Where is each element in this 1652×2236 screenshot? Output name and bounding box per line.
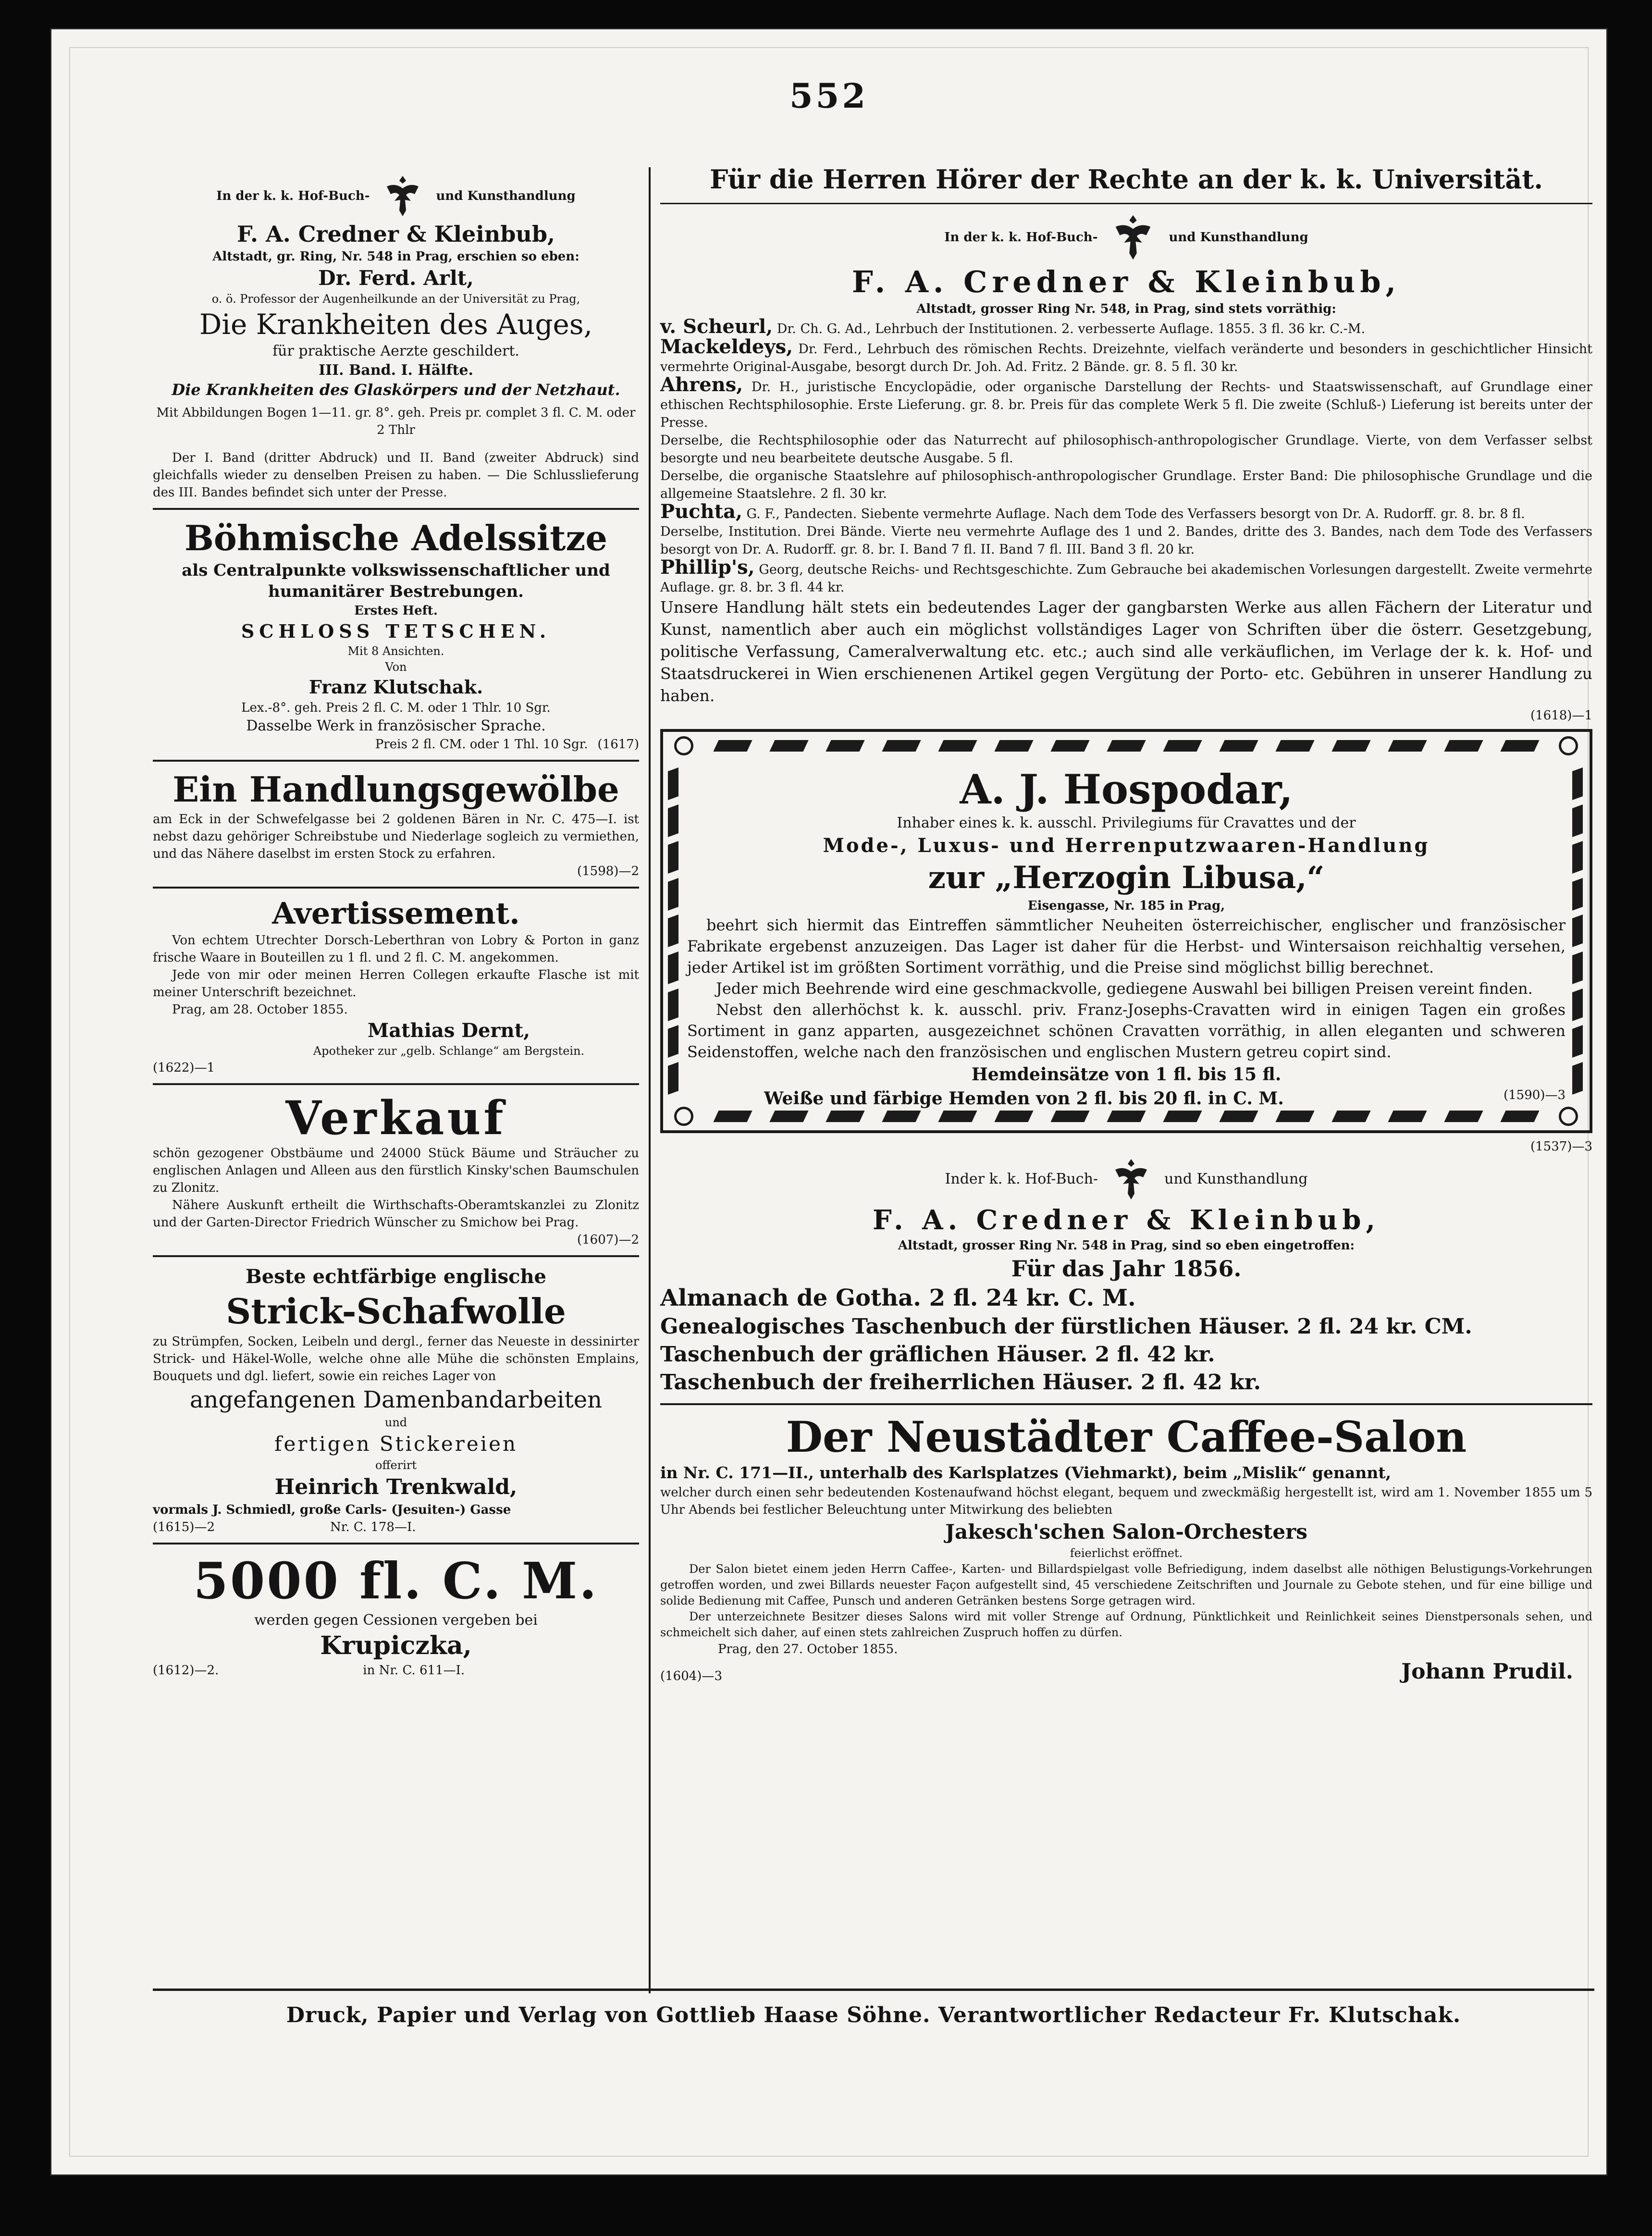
ad-title: Ein Handlungsgewölbe	[173, 769, 619, 810]
price-line	[153, 736, 639, 753]
offers: offerirt	[375, 1458, 417, 1472]
part-title: Die Krankheiten des Glaskörpers und der Netzhaut.	[172, 381, 620, 399]
firm-address: Altstadt, gr. Ring, Nr. 548 in Prag, erschien so eben:	[212, 249, 579, 264]
book-subtitle: für praktische Aerzte geschildert.	[272, 343, 519, 359]
bookshop-intro: Inder k. k. Hof-Buch- und Kunsthandlung	[660, 1155, 1592, 1203]
ad-ref: (1537)—3	[1530, 1139, 1592, 1154]
signer-role: Apotheker zur „gelb. Schlange“ am Bergstein.	[313, 1044, 585, 1058]
ad-ref: (1622)—1	[153, 1061, 215, 1075]
firm-name: F. A. Credner & Kleinbub,	[851, 264, 1401, 299]
author-title: o. ö. Professor der Augenheilkunde an der Universität zu Prag,	[211, 292, 580, 306]
ad-title: 5000 fl. C. M.	[193, 1551, 599, 1610]
price-line: Weiße und färbige Hemden von 2 fl. bis 20 fl. in C. M.	[764, 1088, 1284, 1109]
french-edition: Dasselbe Werk in französischer Sprache.	[246, 717, 546, 734]
ornament-border-bottom	[663, 1104, 1590, 1128]
ad-head: Beste echtfärbige englische	[246, 1265, 546, 1288]
bookshop-intro: In der k. k. Hof-Buch- und Kunsthandlung	[153, 172, 639, 220]
ad-text: schön gezogener Obstbäume und 24000 Stück Bäume und Sträucher zu englischen Anlagen und Alleen aus den fürstlich Kinsky'schen Baumschulen zu Zlonitz.	[153, 1146, 639, 1195]
author: Dr. Ferd. Arlt,	[318, 266, 474, 290]
shop-address: Eisengasse, Nr. 185 in Prag,	[1027, 899, 1225, 913]
ad-paragraph: Der Salon bietet einem jeden Herrn Caffee-, Karten- und Billardspielgast volle Befriedigung, indem daselbst alle nöthigen Belustigungs-Vorkehrungen getroffen worden, und zwei Billards neuester Façon aufgestellt sind, 45 verschiedene Zeitschriften und Journale zu Gebote stehen, und für eine billige und solide Bedienung mit Caffee, Punsch und anderen Getränken bestens Sorge getragen wird.	[660, 1562, 1592, 1607]
ad-ref: (1618)—1	[1530, 708, 1592, 723]
ad-ref: (1617)	[597, 737, 639, 752]
catalog-entry: Puchta, G. F., Pandecten. Siebente vermehrte Auflage. Nach dem Tode des Verfassers besorgt von Dr. A. Rudorff. gr. 8. br. 8 fl.	[660, 500, 1525, 523]
von: Von	[385, 660, 407, 674]
signer: Johann Prudil.	[1401, 1659, 1573, 1684]
orchestra: Jakesch'schen Salon-Orchesters	[945, 1520, 1307, 1544]
imperial-eagle-icon	[1109, 211, 1157, 264]
catalog-entry: Ahrens, Dr. H., juristische Encyclopädie, oder organische Darstellung der Rechts- und Staatswissenschaft, auf Grundlage einer ethischen Rechtsphilosophie. Erste Lieferung. gr. 8. br. Preis für das complete Werk 5 fl. Die zweite (Schluß-) Lieferung ist bereits unter der Presse.	[660, 373, 1592, 430]
french-price: Preis 2 fl. CM. oder 1 Thl. 10 Sgr.	[375, 737, 588, 752]
house-number: in Nr. C. 611—I.	[363, 1663, 465, 1678]
ad-adelssitze	[153, 517, 639, 753]
ad-date: Prag, den 27. October 1855.	[718, 1642, 898, 1656]
shop-name: zur „Herzogin Libusa,“	[928, 860, 1325, 896]
volume-note: Der I. Band (dritter Abdruck) und II. Band (zweiter Abdruck) sind gleichfalls wieder zu denselben Preisen zu haben. — Die Schlusslieferung des III. Bandes befindet sich unter der Presse.	[153, 451, 639, 500]
price-info: Mit Abbildungen Bogen 1—11. gr. 8°. geh. Preis pr. complet 3 fl. C. M. oder 2 Thlr	[156, 406, 636, 437]
ad-ref: (1615)—2	[153, 1520, 215, 1534]
firm-address: Altstadt, grosser Ring Nr. 548 in Prag, sind so eben eingetroffen:	[898, 1238, 1355, 1253]
volume: III. Band. I. Hälfte.	[319, 362, 473, 379]
lender-name: Krupiczka,	[320, 1631, 472, 1660]
merchant-name: A. J. Hospodar,	[960, 766, 1293, 813]
ad-paragraph: Jeder mich Beehrende wird eine geschmackvolle, gediegene Auswahl bei billigen Preisen vereint finden.	[716, 979, 1533, 998]
ad-handlungsgewoelbe	[153, 768, 639, 880]
merchant: Heinrich Trenkwald,	[274, 1475, 518, 1499]
right-column	[660, 162, 1592, 1686]
ad-line-2: fertigen Stickereien	[274, 1432, 518, 1456]
ad-line-1: Inhaber eines k. k. ausschl. Privilegiums für Cravattes und der	[897, 815, 1356, 831]
views: Mit 8 Ansichten.	[347, 644, 444, 658]
book-title: Böhmische Adelssitze	[184, 518, 608, 558]
ad-ref: (1612)—2.	[153, 1663, 219, 1678]
ad-text: Von echtem Utrechter Dorsch-Leberthran von Lobry & Porton in ganz frische Waare in Bouteillen zu 1 fl. und 2 fl. C. M. angekommen.	[153, 933, 639, 965]
divider	[660, 1403, 1592, 1405]
imperial-eagle-icon	[381, 172, 424, 220]
ad-paragraph: beehrt sich hiermit das Eintreffen sämmtlicher Neuheiten österreichischer, englischer und französischer Fabrikate ergebenst anzuzeigen. Das Lager ist daher für die Herbst- und Wintersaison reichhaltig versehen, jeder Artikel ist im größten Sortiment vorräthig, und die Preise sind möglichst billig berechnet.	[687, 916, 1566, 976]
house-number: Nr. C. 178—I.	[330, 1520, 416, 1534]
ad-ref: (1598)—2	[577, 864, 639, 878]
book-subtitle: als Centralpunkte volkswissenschaftlicher und humanitärer Bestrebungen.	[182, 561, 610, 601]
page-number: 552	[789, 76, 869, 116]
footer-rule	[153, 1989, 1594, 1991]
price-line: Hemdeinsätze von 1 fl. bis 15 fl.	[971, 1064, 1282, 1085]
ad-credner-almanach	[660, 1138, 1592, 1396]
und: und	[384, 1416, 407, 1429]
ad-title: Avertissement.	[272, 896, 520, 931]
divider	[153, 1083, 639, 1085]
ad-schafwolle	[153, 1264, 639, 1536]
divider	[153, 508, 639, 510]
part: Erstes Heft.	[354, 604, 438, 618]
almanac-item: Taschenbuch der freiherrlichen Häuser. 2 fl. 42 kr.	[660, 1370, 1261, 1395]
ad-avertissement	[153, 895, 639, 1076]
opened: feierlichst eröffnet.	[1070, 1546, 1183, 1560]
firm-address: Altstadt, grosser Ring Nr. 548, in Prag, sind stets vorräthig:	[916, 302, 1336, 316]
divider	[153, 887, 639, 889]
subject: SCHLOSS TETSCHEN.	[241, 620, 551, 642]
imprint-footer: Druck, Papier und Verlag von Gottlieb Haase Söhne. Verantwortlicher Redacteur Fr. Klutschak.	[286, 2003, 1461, 2027]
ad-title: Verkauf	[285, 1091, 506, 1145]
ornament-border-right	[1572, 766, 1585, 1097]
catalog-entry: Derselbe, Institution. Drei Bände. Vierte neu vermehrte Auflage des 1 und 2. Bandes, dritte des 3. Bandes, nach dem Tode des Verfassers besorgt von Dr. A. Rudorff. gr. 8. br. I. Band 7 fl. II. Band 7 fl. III. Band 3 fl. 20 kr.	[660, 524, 1592, 557]
section-header: Für die Herren Hörer der Rechte an der k. k. Universität.	[709, 164, 1543, 195]
imperial-eagle-icon	[1110, 1155, 1153, 1203]
ad-date: Prag, am 28. October 1855.	[172, 1002, 348, 1017]
catalog-entry: Derselbe, die Rechtsphilosophie oder das Naturrecht auf philosophisch-anthropologischer Grundlage. Vierte, von dem Verfasser selbst besorgte und neu bearbeitete deutsche Ausgabe. 5 fl.	[660, 433, 1592, 466]
price: Lex.-8°. geh. Preis 2 fl. C. M. oder 1 Thlr. 10 Sgr.	[241, 701, 551, 715]
ad-line-1: in Nr. C. 171—II., unterhalb des Karlsplatzes (Viehmarkt), beim „Mislik“ genannt,	[660, 1463, 1391, 1482]
divider	[153, 1255, 639, 1257]
ad-paragraph: Der unterzeichnete Besitzer dieses Salons wird mit voller Strenge auf Ordnung, Pünktlichkeit und Reinlichkeit seines Dienstpersonals sehen, und schmeichelt sich daher, auf einen stets zahlreichen Zuspruch hoffen zu dürfen.	[660, 1610, 1592, 1639]
ad-ref: (1607)—2	[577, 1233, 639, 1247]
ad-verkauf	[153, 1092, 639, 1248]
divider	[153, 760, 639, 762]
ad-text-2: Jede von mir oder meinen Herren Collegen erkaufte Flasche ist mit meiner Unterschrift bezeichnet.	[153, 968, 639, 1000]
ad-hospodar	[660, 729, 1592, 1133]
shop-note: Unsere Handlung hält stets ein bedeutendes Lager der gangbarsten Werke aus allen Fächern der Literatur und Kunst, namentlich aber auch ein möglichst vollständiges Lager von Schriften über die österr. Gesetzgebung, politische Verfassung, Cameralverwaltung etc. etc.; auch sind alle verkäuflichen, im Verlage der k. k. Hof- und Staatsdruckerei in Wien erschienenen Artikel gegen Vergütung der Porto- etc. Gebühren in unserer Handlung zu haben.	[660, 598, 1592, 705]
ad-text: zu Strümpfen, Socken, Leibeln und dergl., ferner das Neueste in dessinirter Strick- und Häkel-Wolle, welche ohne alle Mühe die schönsten Emplains, Bouquets und dgl. liefert, sowie ein reiches Lager von	[153, 1334, 639, 1384]
ad-line-1: angefangenen Damenbandarbeiten	[189, 1386, 603, 1413]
catalog-entry: Mackeldeys, Dr. Ferd., Lehrbuch des römischen Rechts. Dreizehnte, vielfach veränderte und besonders in geschichtlicher Hinsicht vermehrte Original-Ausgabe, besorgt durch Dr. Joh. Ad. Fritz. 2 Bände. gr. 8. 5 fl. 30 kr.	[660, 335, 1592, 374]
catalog-entry: v. Scheurl, Dr. Ch. G. Ad., Lehrbuch der Institutionen. 2. verbesserte Auflage. 1855. 3 fl. 36 kr. C.-M.	[660, 315, 1366, 338]
ad-credner-law	[660, 211, 1592, 724]
divider	[153, 1543, 639, 1544]
almanac-item: Almanach de Gotha. 2 fl. 24 kr. C. M.	[660, 1285, 1136, 1311]
ad-paragraph: Nebst den allerhöchst k. k. ausschl. priv. Franz-Josephs-Cravatten wird in einigen Tagen ein großes Sortiment in ganz apparten, ausgezeichnet schönen Cravatten vorräthig, in allen eleganten und schweren Seidenstoffen, welche nach den französischen und englischen Mustern getreu copirt sind.	[687, 1001, 1566, 1061]
ad-ref: (1590)—3	[1504, 1088, 1566, 1102]
catalog-entry: Derselbe, die organische Staatslehre auf philosophisch-anthropologischer Grundlage. Erster Band: Die philosophische Grundlage und die allgemeine Staatslehre. 2 fl. 30 kr.	[660, 469, 1592, 501]
ad-arlt	[153, 172, 639, 501]
author: Franz Klutschak.	[308, 676, 483, 698]
ad-text-2: Nähere Auskunft ertheilt die Wirthschafts-Oberamtskanzlei zu Zlonitz und der Garten-Director Friedrich Wünscher zu Smichow bei Prag.	[153, 1198, 639, 1230]
ad-line-2: Mode-, Luxus- und Herrenputzwaaren-Handlung	[823, 834, 1430, 857]
ad-title: Der Neustädter Caffee-Salon	[786, 1412, 1467, 1462]
book-title: Die Krankheiten des Auges,	[199, 308, 593, 341]
ad-text: am Eck in der Schwefelgasse bei 2 goldenen Bären in Nr. C. 475—I. ist nebst dazu gehöriger Schreibstube und Niederlage sogleich zu vermiethen, und das Nähere daselbst im ersten Stock zu erfahren.	[153, 812, 639, 861]
ad-paragraph: welcher durch einen sehr bedeutenden Kostenaufwand höchst elegant, bequem und zweckmäßig hergestellt ist, wird am 1. November 1855 um 5 Uhr Abends bei festlicher Beleuchtung unter Mitwirkung des beliebten	[660, 1485, 1592, 1517]
ad-title: Strick-Schafwolle	[226, 1291, 566, 1332]
former-owner: vormals J. Schmiedl, große Carls- (Jesuiten-) Gasse	[153, 1503, 511, 1517]
ad-5000	[153, 1551, 639, 1679]
almanac-item: Genealogisches Taschenbuch der fürstlichen Häuser. 2 fl. 24 kr. CM.	[660, 1314, 1472, 1339]
firm-name: F. A. Credner & Kleinbub,	[873, 1204, 1380, 1236]
ad-text: werden gegen Cessionen vergeben bei	[254, 1612, 538, 1629]
year-heading: Für das Jahr 1856.	[1011, 1256, 1242, 1282]
ornament-border-left	[668, 766, 680, 1097]
ornament-border-top	[663, 734, 1590, 758]
ad-ref: (1604)—3	[660, 1669, 722, 1683]
signer: Mathias Dernt,	[367, 1019, 530, 1042]
newspaper-page	[50, 28, 1608, 2176]
catalog-entry: Phillip's, Georg, deutsche Reichs- und Rechtsgeschichte. Zum Gebrauche bei akademischen Vorlesungen dargestellt. Zweite vermehrte Auflage. gr. 8. br. 3 fl. 44 kr.	[660, 556, 1592, 595]
left-column	[153, 172, 639, 1679]
divider	[660, 203, 1592, 204]
almanac-item: Taschenbuch der gräflichen Häuser. 2 fl. 42 kr.	[660, 1342, 1215, 1367]
firm-name: F. A. Credner & Kleinbub,	[237, 221, 555, 247]
ad-caffee-salon	[660, 1412, 1592, 1686]
column-divider	[649, 167, 651, 1993]
bookshop-intro: In der k. k. Hof-Buch- und Kunsthandlung	[660, 211, 1592, 264]
